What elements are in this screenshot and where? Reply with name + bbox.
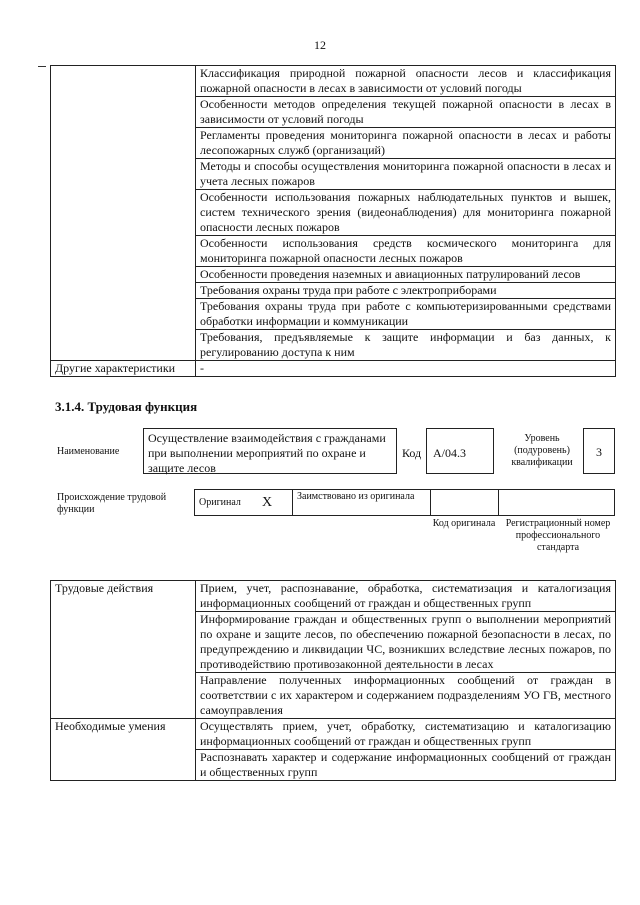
table-cell: Методы и способы осуществления мониторинга пожарной опасности в лесах и учета лесных пожаров (196, 159, 616, 190)
table-cell: Особенности использования пожарных наблюдательных пунктов и вышек, систем технического зрения (видеонаблюдения) для мониторинга пожарной опасности лесных пожаров (196, 190, 616, 236)
row-label: Другие характеристики (51, 361, 196, 377)
row-label: Трудовые действия (51, 581, 196, 719)
table-cell: Особенности проведения наземных и авиационных патрулирований лесов (196, 267, 616, 283)
table-cell: Направление полученных информационных сообщений от граждан в соответствии с их характером и содержанием подразделениям УО ГВ, местного самоуправления (196, 673, 616, 719)
table-cell: Особенности методов определения текущей пожарной опасности в лесах в зависимости от условий погоды (196, 97, 616, 128)
table-cell: Информирование граждан и общественных групп о выполнении мероприятий по охране и защите лесов, по обеспечению пожарной безопасности в лесах, по предупреждению и ликвидации ЧС, возникших вследствие лесных пожаров, по противодействию противозаконной деятельности в лесах (196, 612, 616, 673)
table-row (51, 581, 616, 612)
knowledge-table (50, 65, 616, 377)
empty-label-cell (51, 66, 196, 361)
function-name-box (143, 428, 397, 474)
level-label: Уровень (подуровень) квалификации (511, 433, 573, 468)
table-cell: Требования охраны труда при работе с компьютеризированными средствами обработки информации и коммуникации (196, 299, 616, 330)
table-row (51, 66, 616, 97)
original-label: Оригинал (199, 497, 241, 508)
code-caption: Код оригинала (432, 518, 496, 529)
code-label: Код (402, 446, 422, 460)
table-row (51, 719, 616, 750)
row-label: Необходимые умения (51, 719, 196, 781)
level-value: 3 (596, 445, 602, 459)
page-number: 12 (314, 38, 326, 52)
borrowed-label: Заимствовано из оригинала (297, 491, 415, 502)
table-cell: Требования, предъявляемые к защите информации и баз данных, к регулированию доступа к ним (196, 330, 616, 361)
table-cell: Требования охраны труда при работе с электроприборами (196, 283, 616, 299)
code-box (426, 428, 494, 474)
table-cell: Распознавать характер и содержание информационных сообщений от граждан и общественных групп (196, 750, 616, 781)
divider (38, 66, 46, 67)
table-cell: Классификация природной пожарной опасности лесов и классификация пожарной опасности в лесах в зависимости от условий погоды (196, 66, 616, 97)
actions-table (50, 580, 616, 781)
table-cell: - (196, 361, 616, 377)
function-name: Осуществление взаимодействия с гражданами при выполнении мероприятий по охране и защите лесов (148, 431, 386, 475)
divider (292, 489, 293, 516)
table-cell: Регламенты проведения мониторинга пожарной опасности в лесах и работы лесопожарных служб (организаций) (196, 128, 616, 159)
table-row (51, 361, 616, 377)
divider (498, 489, 499, 516)
origin-label: Происхождение трудовой функции (57, 492, 167, 515)
divider (430, 489, 431, 516)
reg-caption: Регистрационный номер профессионального стандарта (505, 518, 611, 553)
name-label: Наименование (57, 446, 120, 457)
table-cell: Осуществлять прием, учет, обработку, систематизацию и каталогизацию информационных сообщений от граждан и общественных групп (196, 719, 616, 750)
level-box (583, 428, 615, 474)
code-value: A/04.3 (433, 446, 466, 460)
table-cell: Прием, учет, распознавание, обработка, систематизация и каталогизация информационных сообщений от граждан и общественных групп (196, 581, 616, 612)
original-mark: X (262, 495, 273, 510)
section-heading: 3.1.4. Трудовая функция (55, 399, 198, 414)
table-cell: Особенности использования средств космического мониторинга для мониторинга пожарной опасности лесных пожаров (196, 236, 616, 267)
